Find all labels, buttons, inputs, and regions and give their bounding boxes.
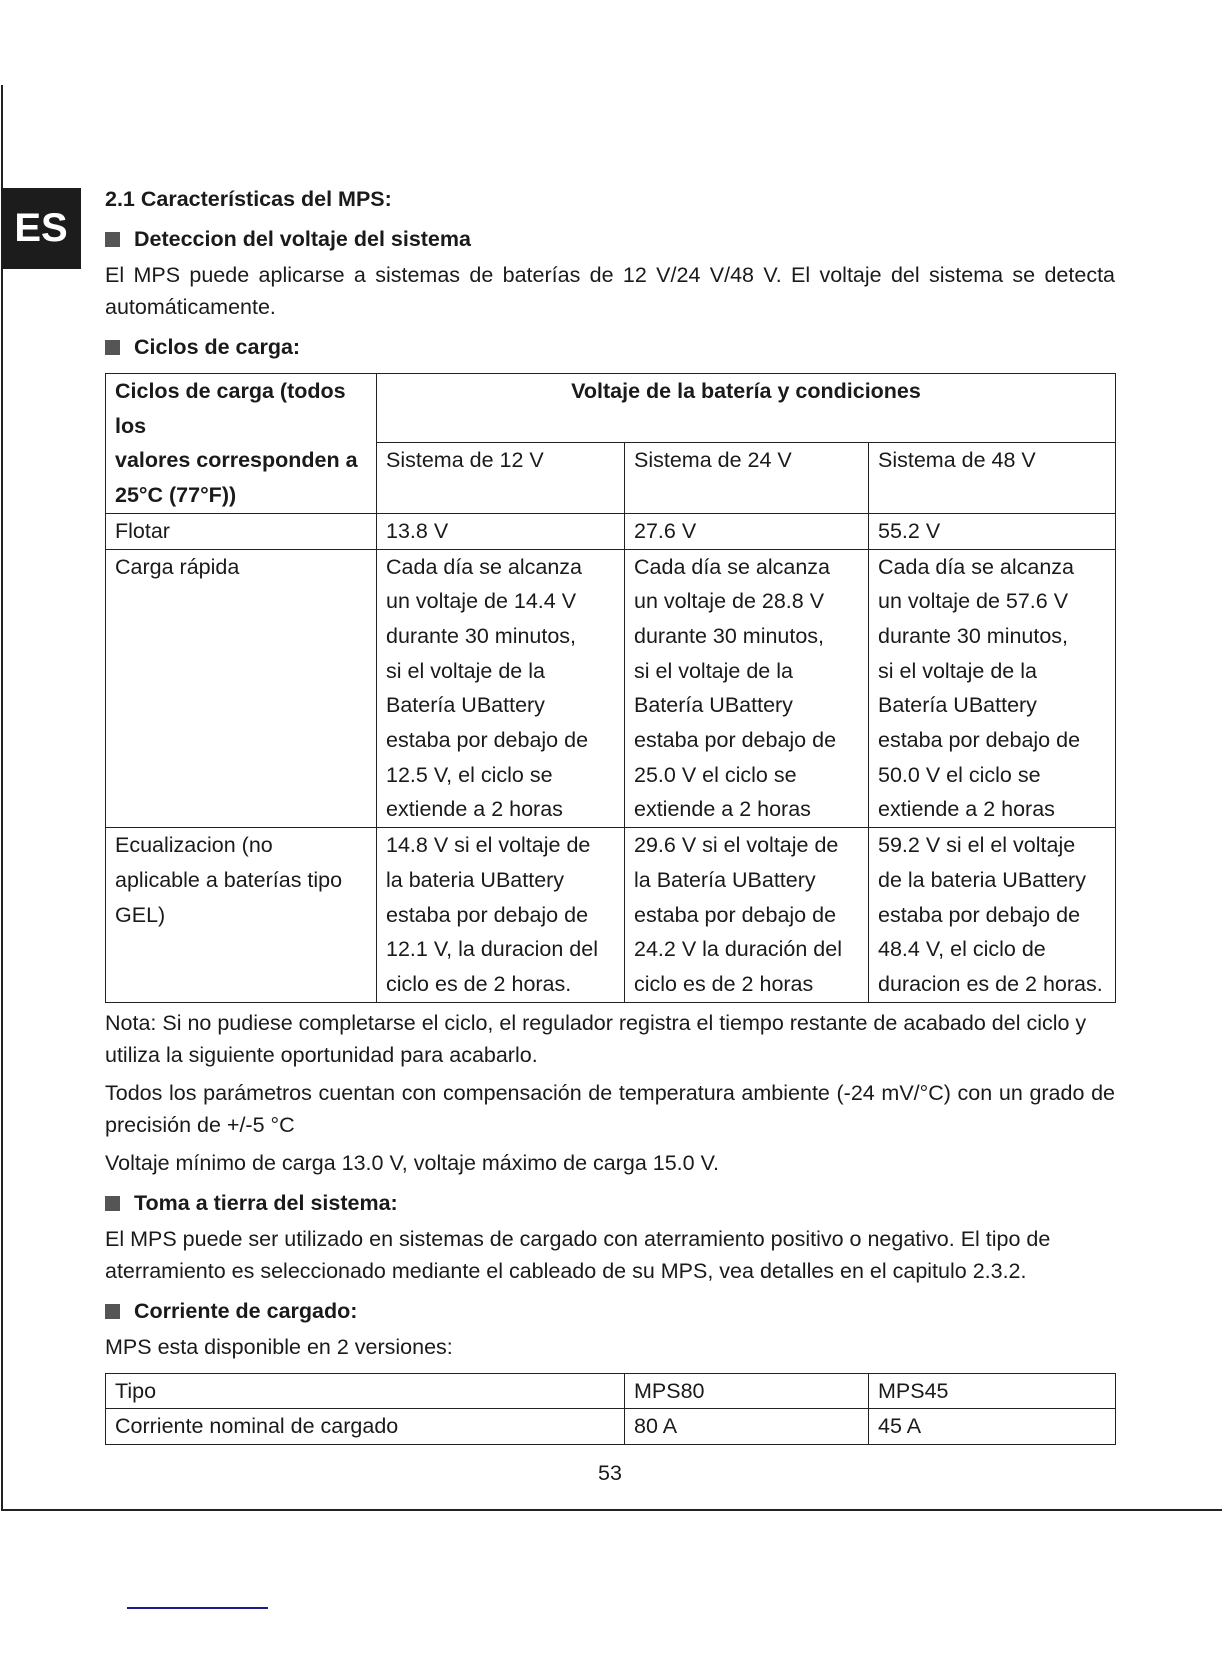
table-cell: 59.2 V si el el voltaje de la bateria UBattery estaba por debajo de 48.4 V, el ciclo de duracion es de 2 horas.: [869, 828, 1116, 1003]
cycle-note: Nota: Si no pudiese completarse el ciclo, el regulador registra el tiempo restante de acabado del ciclo y utiliza la siguiente oportunidad para acabarlo.: [105, 1010, 1087, 1067]
heading-text: Deteccion del voltaje del sistema: [134, 227, 471, 251]
heading-text: Ciclos de carga:: [134, 335, 301, 359]
grounding-heading: [105, 1187, 1115, 1219]
charge-cycles-heading: [105, 331, 1115, 363]
bullet-square-icon: [105, 1304, 120, 1319]
grounding-text: El MPS puede ser utilizado en sistemas de cargado con aterramiento positivo o negativo. El tipo de aterramiento es seleccionado mediante el cableado de su MPS, vea detalles en el capitulo 2.3.2.: [105, 1226, 1051, 1283]
page-number: 53: [598, 1461, 622, 1486]
current-heading: [105, 1295, 1115, 1327]
language-tab: ES: [1, 188, 81, 269]
table-cell: MPS80: [625, 1373, 869, 1409]
charge-cycles-table: [105, 373, 1116, 1003]
column-header: Sistema de 48 V: [869, 443, 1116, 514]
table-cell: 55.2 V: [869, 513, 1116, 549]
corner-header: Ciclos de carga (todos los valores corresponden a 25°C (77°F)): [106, 374, 377, 514]
row-label: Carga rápida: [106, 549, 377, 828]
table-cell: 27.6 V: [625, 513, 869, 549]
table-row: [106, 549, 1116, 828]
voltage-detection-heading: [105, 223, 1115, 255]
bullet-square-icon: [105, 1196, 120, 1211]
table-cell: MPS45: [869, 1373, 1116, 1409]
bullet-square-icon: [105, 340, 120, 355]
table-row: [106, 1409, 1116, 1445]
footer-link-line: [127, 1607, 268, 1609]
table-row: [106, 828, 1116, 1003]
bullet-square-icon: [105, 232, 120, 247]
table-cell: Cada día se alcanza un voltaje de 14.4 V durante 30 minutos, si el voltaje de la Batería UBattery estaba por debajo de 12.5 V, el ciclo se extiende a 2 horas: [377, 549, 625, 828]
group-header: Voltaje de la batería y condiciones: [377, 374, 1116, 443]
versions-table: [105, 1373, 1116, 1445]
table-cell: 45 A: [869, 1409, 1116, 1445]
heading-text: Corriente de cargado:: [134, 1298, 358, 1323]
table-header-row: [106, 1373, 1116, 1409]
table-cell: 80 A: [625, 1409, 869, 1445]
column-header: Sistema de 12 V: [377, 443, 625, 514]
page-frame: [1, 85, 1222, 1511]
current-text: MPS esta disponible en 2 versiones:: [105, 1334, 453, 1359]
heading-text: Toma a tierra del sistema:: [134, 1190, 398, 1215]
section-title: 2.1 Características del MPS:: [105, 187, 392, 211]
table-cell: Cada día se alcanza un voltaje de 57.6 V durante 30 minutos, si el voltaje de la Batería UBattery estaba por debajo de 50.0 V el ciclo se extiende a 2 horas: [869, 549, 1116, 828]
table-cell: Tipo: [106, 1373, 625, 1409]
column-header: Sistema de 24 V: [625, 443, 869, 514]
table-cell: Corriente nominal de cargado: [106, 1409, 625, 1445]
table-row: [106, 513, 1116, 549]
table-cell: Cada día se alcanza un voltaje de 28.8 V durante 30 minutos, si el voltaje de la Batería UBattery estaba por debajo de 25.0 V el ciclo se extiende a 2 horas: [625, 549, 869, 828]
row-label: Flotar: [106, 513, 377, 549]
table-cell: 13.8 V: [377, 513, 625, 549]
table-cell: 14.8 V si el voltaje de la bateria UBattery estaba por debajo de 12.1 V, la duracion del ciclo es de 2 horas.: [377, 828, 625, 1003]
table-header-row: [106, 374, 1116, 443]
row-label: Ecualizacion (no aplicable a baterías tipo GEL): [106, 828, 377, 1003]
min-max-voltage-text: Voltaje mínimo de carga 13.0 V, voltaje máximo de carga 15.0 V.: [105, 1150, 719, 1175]
table-cell: 29.6 V si el voltaje de la Batería UBattery estaba por debajo de 24.2 V la duración del ciclo es de 2 horas: [625, 828, 869, 1003]
voltage-detection-text: El MPS puede aplicarse a sistemas de baterías de 12 V/24 V/48 V. El voltaje del sistema se detecta automáticamente.: [105, 263, 1115, 319]
page-content: [105, 85, 1115, 1509]
temperature-compensation-text: Todos los parámetros cuentan con compensación de temperatura ambiente (-24 mV/°C) con un grado de precisión de +/-5 °C: [105, 1080, 1115, 1137]
